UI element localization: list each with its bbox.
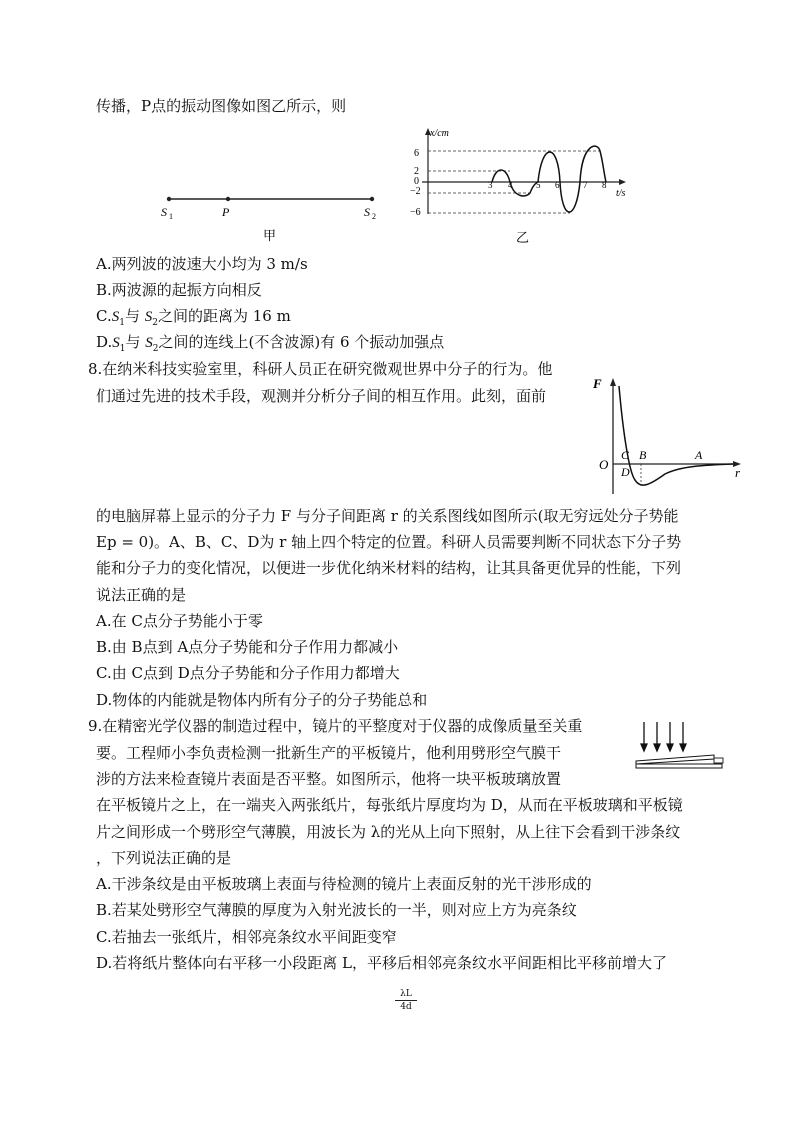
- q9-line-3: 涉的方法来检查镜片表面是否平整。如图所示，他将一块平板玻璃放置: [96, 770, 562, 788]
- label-s2-sub: 2: [372, 212, 376, 221]
- x-tick-4: 4: [508, 180, 513, 190]
- point-p: [226, 197, 230, 201]
- glass-plate: [636, 755, 714, 764]
- q7-option-b: B.两波源的起振方向相反: [96, 281, 262, 299]
- paper-slips: [714, 758, 723, 763]
- q8-option-c: C.由 C点到 D点分子势能和分子作用力都增大: [96, 664, 400, 682]
- x-tick-5: 5: [536, 180, 541, 190]
- q8-line-4: Ep = 0)。A、B、C、D为 r 轴上四个特定的位置。科研人员需要判断不同状态下分子势: [96, 533, 682, 551]
- label-o: O: [599, 457, 609, 472]
- y-tick-6: 6: [414, 148, 419, 159]
- x-tick-6: 6: [555, 180, 560, 190]
- q9-option-d: D.若将纸片整体向右平移一小段距离 L，平移后相邻亮条纹水平间距相比平移前增大了: [96, 954, 667, 972]
- vibration-curve: [492, 146, 606, 212]
- caption-yi: 乙: [516, 230, 530, 245]
- y-tick-0: 0: [414, 176, 419, 187]
- q9-line-6: ，下列说法正确的是: [96, 849, 232, 867]
- label-b: B: [639, 448, 647, 462]
- q9-option-b: B.若某处劈形空气薄膜的厚度为入射光波长的一半，则对应上方为亮条纹: [96, 901, 577, 919]
- q8-line-6: 说法正确的是: [96, 586, 187, 604]
- light-arrows: [641, 722, 686, 751]
- q8-line-3: 的电脑屏幕上显示的分子力 F 与分子间距离 r 的关系图线如图所示(取无穷远处分子势能: [96, 507, 679, 525]
- label-p: P: [222, 205, 230, 219]
- y-tick-2: 2: [414, 166, 419, 177]
- label-r: r: [735, 465, 741, 480]
- f-axis-arrow: [610, 378, 616, 386]
- figure-molecular-force: [585, 372, 745, 497]
- label-c: C: [621, 448, 630, 462]
- fraction-denominator: 4d: [400, 1002, 412, 1012]
- q8-option-a: A.在 C点分子势能小于零: [96, 612, 263, 630]
- q9-line-5: 片之间形成一个劈形空气薄膜，用波长为 λ的光从上向下照射，从上往下会看到干涉条纹: [96, 823, 681, 841]
- label-s2: S: [364, 205, 370, 219]
- y-axis-label: x/cm: [430, 128, 449, 139]
- y-tick-neg6: −6: [410, 207, 421, 218]
- label-s1: S: [161, 205, 167, 219]
- q8-line-1: 8.在纳米科技实验室里，科研人员正在研究微观世界中分子的行为。他: [88, 360, 553, 378]
- q7-option-d: $D.S_1$与 $S_2$之间的连线上(不含波源)有 6 个振动加强点: [96, 333, 445, 354]
- q9-line-4: 在平板镜片之上，在一端夹入两张纸片，每张纸片厚度均为 D，从而在平板玻璃和平板镜: [96, 796, 683, 814]
- caption-jia: 甲: [263, 228, 277, 243]
- x-tick-3: 3: [488, 180, 493, 190]
- x-tick-7: 7: [583, 180, 588, 190]
- fraction-bar: [395, 1000, 417, 1001]
- figure-air-wedge: [630, 718, 730, 772]
- q8-option-b: B.由 B点到 A点分子势能和分子作用力都减小: [96, 638, 399, 656]
- q7-option-c: $C.S_1$与 $S_2$之间的距离为 16 m: [96, 307, 291, 328]
- x-tick-8: 8: [602, 180, 607, 190]
- lens-plate: [636, 764, 722, 768]
- q8-option-d: D.物体的内能就是物体内所有分子的分子势能总和: [96, 691, 428, 709]
- figure-yi: [400, 122, 650, 247]
- q8-line-2: 们通过先进的技术手段，观测并分析分子间的相互作用。此刻，面前: [96, 387, 547, 405]
- x-axis-arrow: [619, 179, 626, 185]
- label-s1-sub: 1: [169, 212, 173, 221]
- q7-stem: 传播，P点的振动图像如图乙所示，则: [96, 97, 347, 115]
- q9-line-1: 9.在精密光学仪器的制造过程中，镜片的平整度对于仪器的成像质量至关重: [88, 717, 583, 735]
- point-s1: [167, 197, 171, 201]
- fraction-lambda-l-over-4d: [391, 989, 421, 1012]
- label-f: F: [593, 376, 602, 391]
- label-d: D: [621, 465, 630, 479]
- fraction-numerator: λL: [400, 989, 412, 999]
- q8-line-5: 能和分子力的变化情况，以便进一步优化纳米材料的结构，让其具备更优异的性能，下列: [96, 559, 682, 577]
- q9-option-a: A.干涉条纹是由平板玻璃上表面与待检测的镜片上表面反射的光干涉形成的: [96, 875, 592, 893]
- force-curve: [619, 386, 733, 485]
- label-a: A: [695, 448, 703, 462]
- figure-jia: [155, 185, 390, 245]
- q9-line-2: 要。工程师小李负责检测一批新生产的平板镜片，他利用劈形空气膜干: [96, 744, 562, 762]
- point-s2: [370, 197, 374, 201]
- q9-option-c: C.若抽去一张纸片，相邻亮条纹水平间距变窄: [96, 928, 397, 946]
- x-axis-label: t/s: [616, 188, 626, 199]
- q7-option-a: A.两列波的波速大小均为 3 m/s: [96, 255, 308, 273]
- y-tick-neg2: −2: [410, 186, 421, 197]
